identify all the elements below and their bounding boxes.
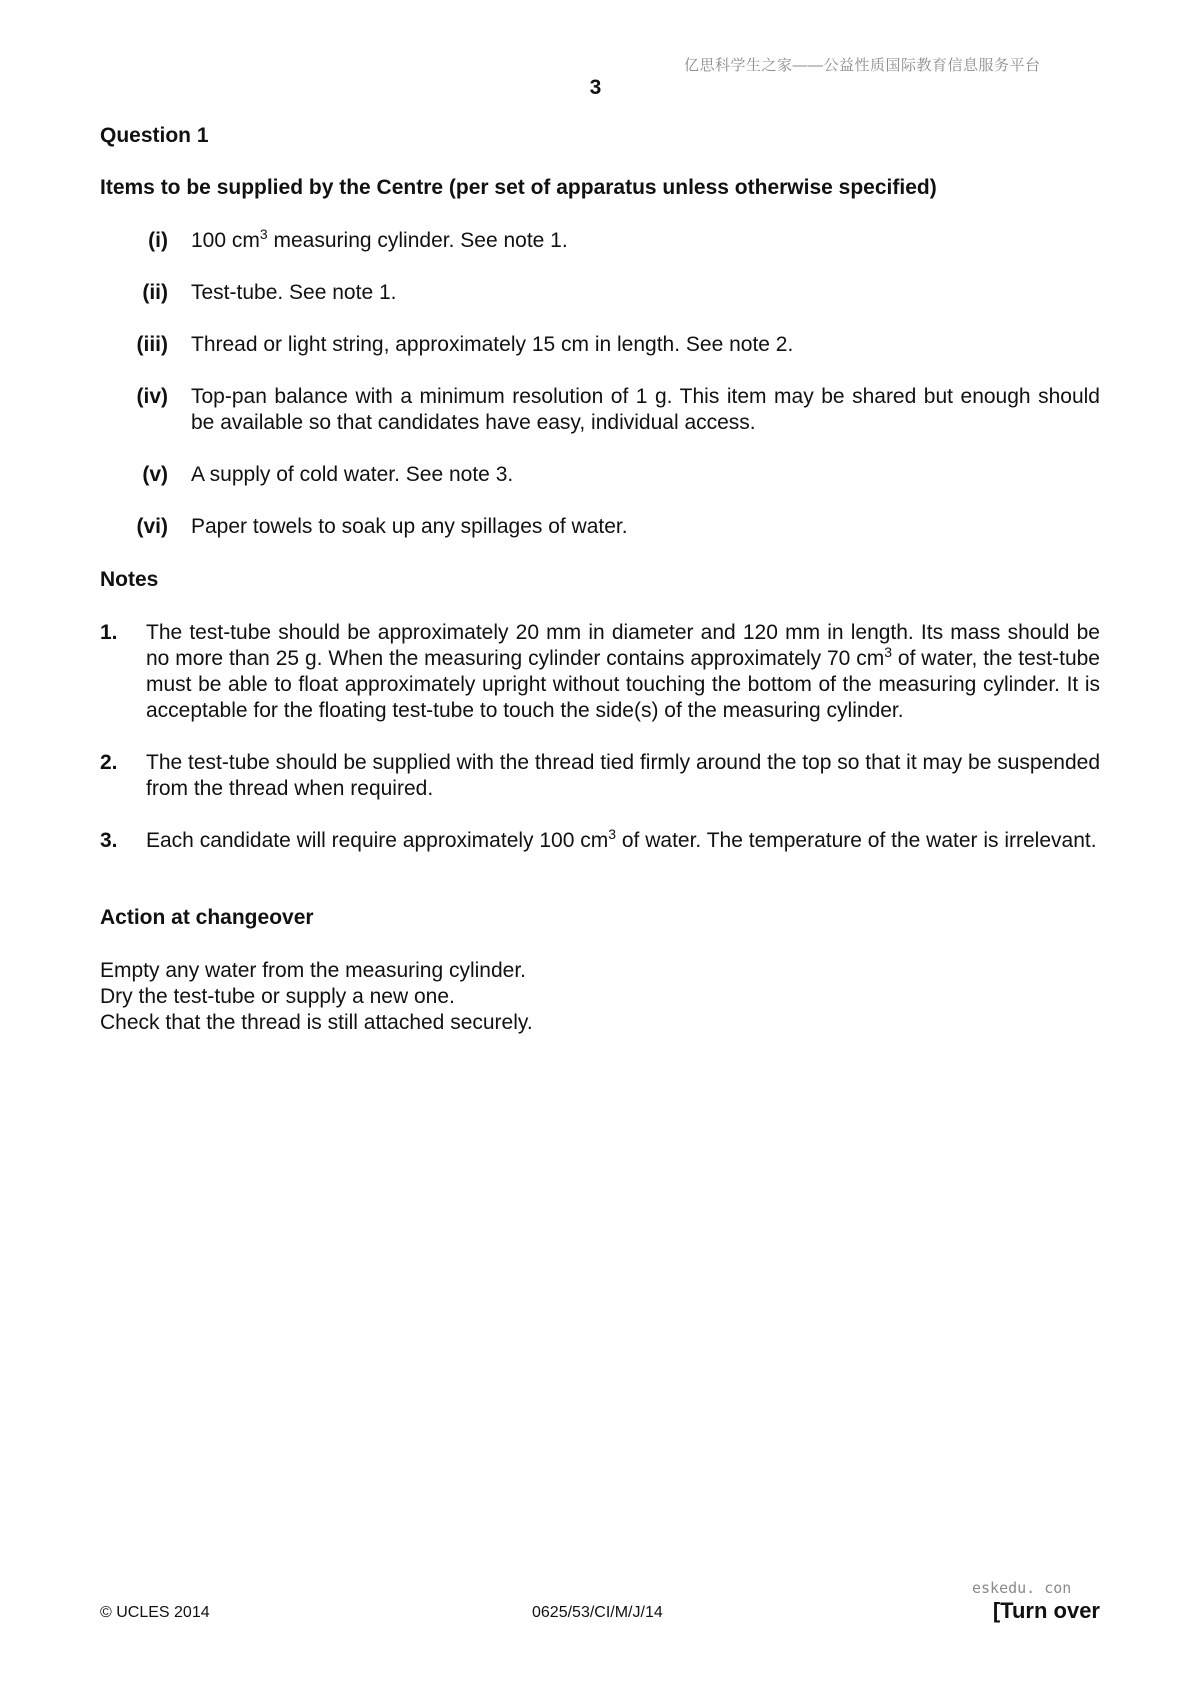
page-number: 3 xyxy=(589,76,602,99)
paper-code: 0625/53/CI/M/J/14 xyxy=(532,1604,663,1621)
item-text: 100 $cm^3$ measuring cylinder. See note 1. xyxy=(191,226,568,252)
item-number: (vi) xyxy=(136,515,168,538)
note-text: The test-tube should be supplied with the thread tied firmly around the top so that it may be suspended from the thread when required. xyxy=(146,751,1100,800)
note-text: The test-tube should be approximately 20 mm in diameter and 120 mm in length. Its mass should be no more than 25 g. When the measuring cylinder contains approximately 70 $cm^3$ of water, the test-tube must be able to float approximately upright without touching the bottom of the measuring cylinder. It is acceptable for the floating test-tube to touch the side(s) of the measuring cylinder. xyxy=(146,621,1100,722)
item-text: A supply of cold water. See note 3. xyxy=(191,463,514,486)
watermark-top: 亿思科学生之家——公益性质国际教育信息服务平台 xyxy=(684,57,1041,74)
item-number: (ii) xyxy=(142,281,168,304)
turn-over: [Turn over xyxy=(992,1598,1100,1623)
action-list xyxy=(100,958,533,1036)
item-text: Thread or light string, approximately 15 cm in length. See note 2. xyxy=(191,333,794,356)
items-heading: Items to be supplied by the Centre (per set of apparatus unless otherwise specified) xyxy=(100,176,937,199)
note-number: 2. xyxy=(100,751,118,774)
notes-heading: Notes xyxy=(100,568,159,591)
watermark-bottom: eskedu. con xyxy=(972,1579,1072,1597)
item-number: (iv) xyxy=(136,385,168,408)
note-text: Each candidate will require approximately 100 $cm^3$ of water. The temperature of the water is irrelevant. xyxy=(146,826,1097,852)
action-heading: Action at changeover xyxy=(100,906,314,929)
item-text: Paper towels to soak up any spillages of water. xyxy=(191,515,628,538)
action-line: Check that the thread is still attached securely. xyxy=(100,1011,533,1034)
copyright: © UCLES 2014 xyxy=(100,1604,210,1621)
note-number: 3. xyxy=(100,829,118,852)
item-number: (i) xyxy=(148,229,168,252)
note-number: 1. xyxy=(100,621,118,644)
item-text: Top-pan balance with a minimum resolution of 1 g. This item may be shared but enough should be available so that candidates have easy, individual access. xyxy=(191,385,1100,434)
action-line: Empty any water from the measuring cylinder. xyxy=(100,959,527,982)
item-number: (iii) xyxy=(136,333,168,356)
question-title: Question 1 xyxy=(100,124,209,147)
action-line: Dry the test-tube or supply a new one. xyxy=(100,985,455,1008)
item-text: Test-tube. See note 1. xyxy=(191,281,397,304)
item-number: (v) xyxy=(142,463,168,486)
